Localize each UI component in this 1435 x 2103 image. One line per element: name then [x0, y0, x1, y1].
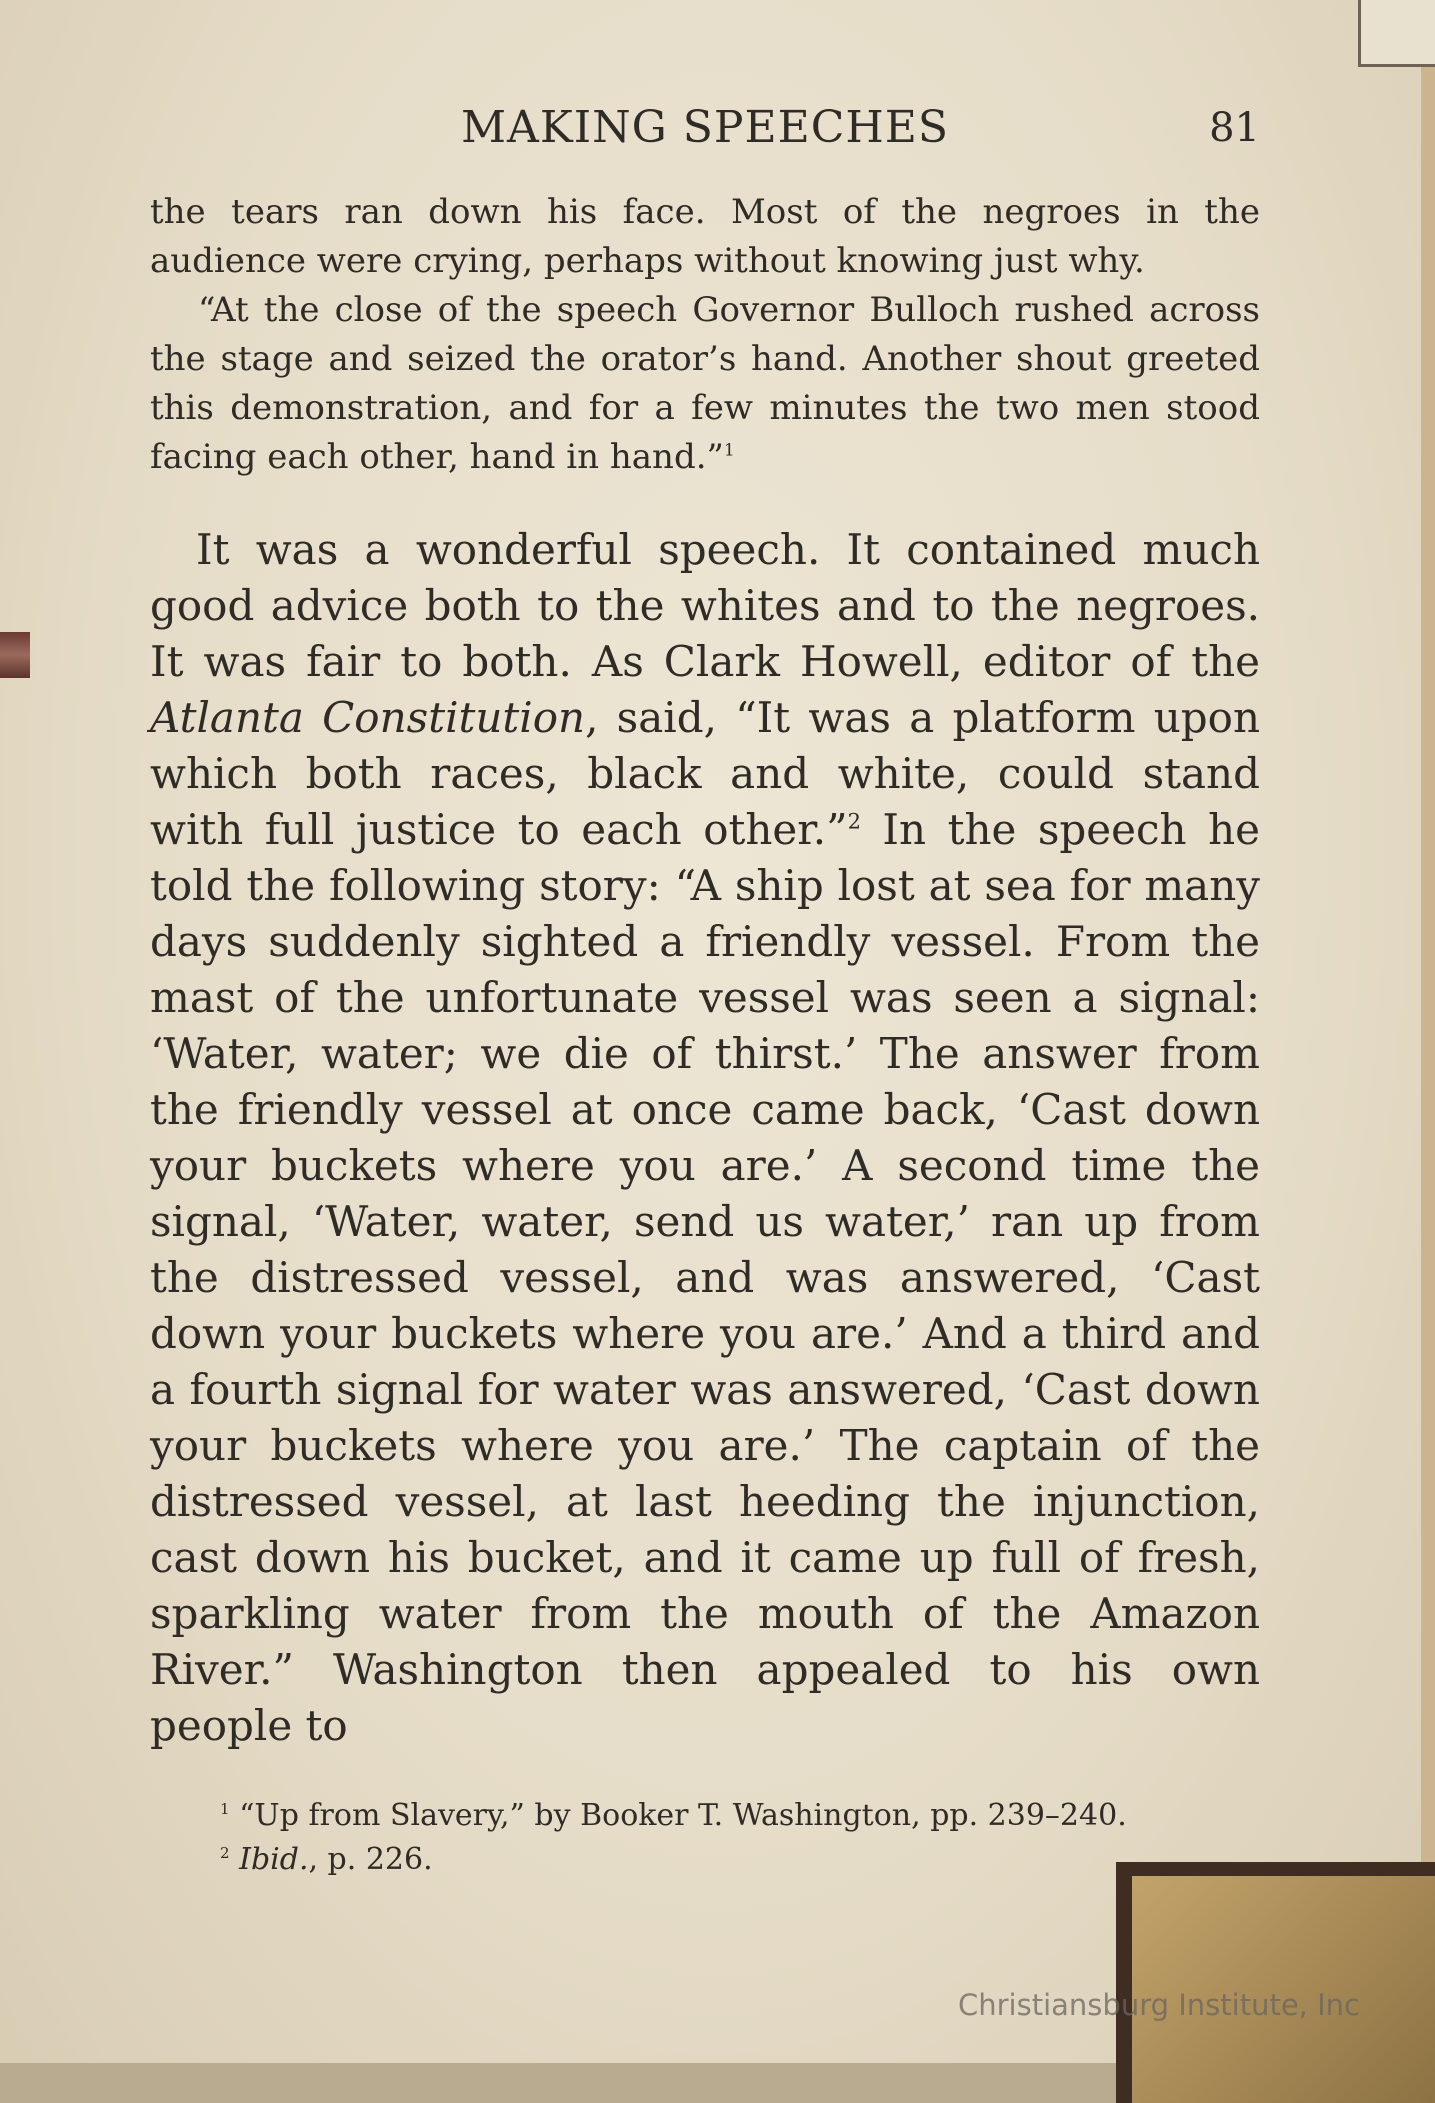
page-edge [1421, 0, 1435, 2103]
quoted-passage [150, 188, 1260, 482]
footnote-ref-1: 1 [723, 440, 735, 461]
footnote-ref-2: 2 [847, 809, 861, 834]
footnote-mark-1: 1 [220, 1799, 230, 1818]
footnote-2 [220, 1838, 1260, 1882]
page-number: 81 [1209, 105, 1260, 151]
footnote-1-text: “Up from Slavery,” by Booker T. Washington, pp. 239–240. [239, 1798, 1127, 1833]
bottom-page-edge [0, 2063, 1116, 2103]
body-text-2: , said, “It was a platform upon which both races, black and white, could stand with full justice to each other.” [150, 693, 1260, 854]
running-head [150, 100, 1260, 156]
footnote-2-text: , p. 226. [308, 1842, 433, 1877]
quote-paragraph-2 [150, 286, 1260, 482]
running-title: MAKING SPEECHES [461, 102, 949, 153]
footnote-2-italic: Ibid. [239, 1842, 309, 1877]
binding-mark [0, 632, 30, 678]
quote-paragraph-1: the tears ran down his face. Most of the negroes in the audience were crying, perhaps without knowing just why. [150, 192, 1260, 281]
footnote-mark-2: 2 [220, 1843, 230, 1862]
page-tab-mark [1358, 0, 1435, 67]
body-paragraph [150, 522, 1260, 1754]
footnote-1 [220, 1794, 1260, 1838]
main-paragraph [150, 522, 1260, 1754]
body-text-1: It was a wonderful speech. It contained much good advice both to the whites and to the negroes. It was fair to both. As Clark Howell, editor of the [150, 525, 1260, 686]
body-text-3: In the speech he told the following story: “A ship lost at sea for many days suddenly sighted a friendly vessel. From the mast of the unfortunate vessel was seen a signal: ‘Water, water; we die of thirst.’ The answer from the friendly vessel at once came back, ‘Cast down your buckets where you are.’ A second time the signal, ‘Water, water, send us water,’ ran up from the distressed vessel, and was answered, ‘Cast down your buckets where you are.’ And a third and a fourth signal for water was answered, ‘Cast down your buckets where you are.’ The captain of the distressed vessel, at last heeding the injunction, cast down his bucket, and it came up full of fresh, sparkling water from the mouth of the Amazon River.” Washington then appealed to his own people to [150, 805, 1260, 1750]
footnotes [220, 1794, 1260, 1882]
quote-paragraph-2-text: “At the close of the speech Governor Bulloch rushed across the stage and seized the orator’s hand. Another shout greeted this demonstration, and for a few minutes the two men stood facing each other, hand in hand.” [150, 290, 1260, 477]
newspaper-title: Atlanta Constitution [150, 693, 586, 742]
watermark-text: Christiansburg Institute, Inc [958, 1988, 1360, 2022]
